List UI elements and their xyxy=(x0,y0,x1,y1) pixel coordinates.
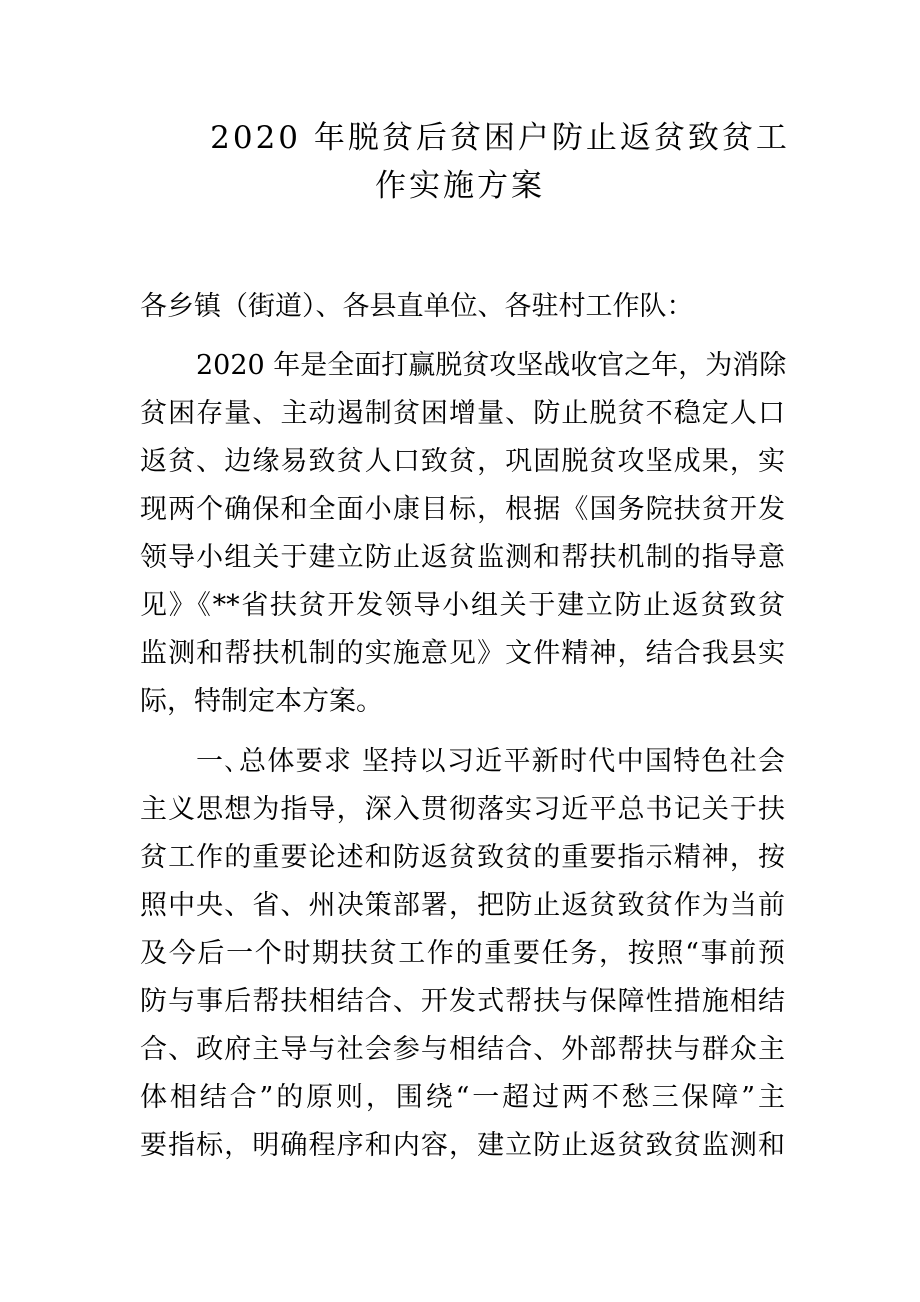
paragraph-1-line: 际，特制定本方案。 xyxy=(140,686,383,717)
paragraph-2-line: 体相结合”的原则，围绕“一超过两不愁三保障”主 xyxy=(140,1082,785,1113)
salutation: 各乡镇（街道）、各县直单位、各驻村工作队： xyxy=(140,291,694,322)
document-title-line-2: 作实施方案 xyxy=(375,168,545,204)
document-title-line-1: 2020 年脱贫后贫困户防止返贫致贫工 xyxy=(210,120,790,156)
paragraph-1-line: 领导小组关于建立防止返贫监测和帮扶机制的指导意 xyxy=(140,542,785,573)
paragraph-1-line: 贫困存量、主动遏制贫困增量、防止脱贫不稳定人口 xyxy=(140,398,785,429)
paragraph-2-line: 合、政府主导与社会参与相结合、外部帮扶与群众主 xyxy=(140,1034,785,1065)
paragraph-1-line: 监测和帮扶机制的实施意见》文件精神，结合我县实 xyxy=(140,638,785,669)
paragraph-2-line: 主义思想为指导，深入贯彻落实习近平总书记关于扶 xyxy=(140,794,785,825)
paragraph-1-line: 返贫、边缘易致贫人口致贫，巩固脱贫攻坚成果，实 xyxy=(140,446,785,477)
paragraph-1-line: 现两个确保和全面小康目标，根据《国务院扶贫开发 xyxy=(140,494,785,525)
paragraph-2-line: 及今后一个时期扶贫工作的重要任务，按照“事前预 xyxy=(140,938,785,969)
paragraph-2-line: 要指标，明确程序和内容，建立防止返贫致贫监测和 xyxy=(140,1130,785,1161)
paragraph-2-line: 一､总体要求 坚持以习近平新时代中国特色社会 xyxy=(196,746,785,777)
paragraph-2-line: 照中央、省、州决策部署，把防止返贫致贫作为当前 xyxy=(140,890,785,921)
paragraph-2-line: 防与事后帮扶相结合、开发式帮扶与保障性措施相结 xyxy=(140,986,785,1017)
paragraph-1-line: 见》《**省扶贫开发领导小组关于建立防止返贫致贫 xyxy=(140,590,785,621)
paragraph-1-line: 2020 年是全面打赢脱贫攻坚战收官之年，为消除 xyxy=(196,350,787,381)
paragraph-2-line: 贫工作的重要论述和防返贫致贫的重要指示精神，按 xyxy=(140,842,785,873)
